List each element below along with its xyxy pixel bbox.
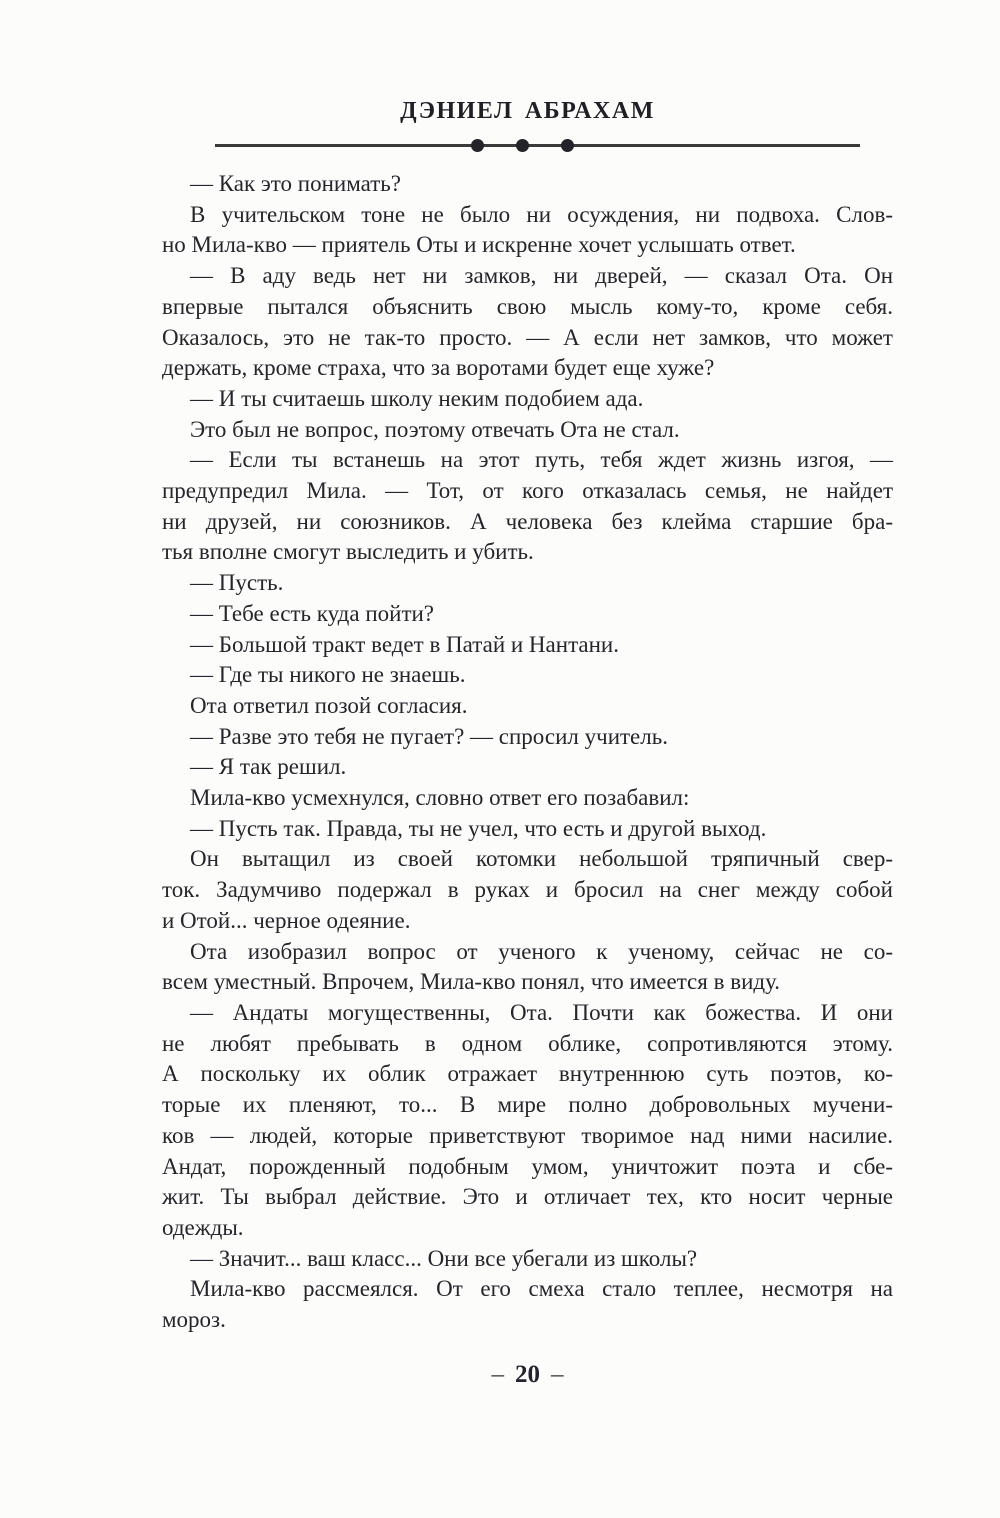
paragraph [162,630,893,661]
paragraph-line: Это был не вопрос, поэтому отвечать Ота не стал. [190,416,680,442]
paragraph-line: и Отой... черное одеяние. [162,907,411,933]
paragraph [162,261,893,384]
paragraph [162,415,893,446]
paragraph-line: Он вытащил из своей котомки небольшой тряпичный свер- [190,846,893,872]
paragraph-line: — Где ты никого не знаешь. [190,662,466,688]
paragraph [162,722,893,753]
paragraph-line: но Мила-кво — приятель Оты и искренне хочет услышать ответ. [162,232,796,258]
running-head-author: ДЭНИЕЛ АБРАХАМ [400,98,655,124]
paragraph-line: предупредил Мила. — Тот, от кого отказалась семья, не найдет [162,478,893,504]
paragraph-line: ков — людей, которые приветствуют творимое над ними насилие. [162,1122,893,1148]
paragraph-line: Мила-кво рассмеялся. От его смеха стало теплее, несмотря на [190,1276,893,1302]
paragraph-line: — Если ты встанешь на этот путь, тебя ждет жизнь изгоя, — [190,447,893,473]
paragraph-line: Андат, порожденный подобным умом, уничтожит поэта и сбе- [162,1153,893,1179]
paragraph-line: — Тебе есть куда пойти? [190,600,435,626]
paragraph-line: — Я так решил. [190,754,347,780]
paragraph-line: не любят пребывать в одном облике, сопротивляются этому. [162,1030,893,1056]
folio-number: 20 [515,1361,540,1388]
paragraph-line: впервые пытался объяснить свою мысль кому-то, кроме себя. [162,293,893,319]
paragraph [162,814,893,845]
paragraph [162,844,893,936]
paragraph-line: А поскольку их облик отражает внутреннюю суть поэтов, ко- [162,1061,893,1087]
paragraph-line: — Пусть так. Правда, ты не учел, что есть и другой выход. [190,815,767,841]
paragraph-line: ни друзей, ни союзников. А человека без клейма старшие бра- [162,508,893,534]
paragraph-line: жит. Ты выбрал действие. Это и отличает тех, кто носит черные [162,1184,893,1210]
paragraph [162,599,893,630]
paragraph [162,752,893,783]
paragraph-line: Ота изобразил вопрос от ученого к ученому, сейчас не со- [190,938,893,964]
paragraph-line: мороз. [162,1307,226,1333]
paragraph-line: держать, кроме страха, что за воротами будет еще хуже? [162,355,715,381]
paragraph-line: — Как это понимать? [190,171,401,196]
header-divider-rule [215,144,860,147]
paragraph-line: Оказалось, это не так-то просто. — А если нет замков, что может [162,324,893,350]
folio-dash-left: – [491,1361,504,1388]
paragraph-line: ток. Задумчиво подержал в руках и бросил на снег между собой [162,877,893,903]
paragraph [162,998,893,1244]
paragraph [162,384,893,415]
paragraph [162,568,893,599]
paragraph-line: — Большой тракт ведет в Патай и Нантани. [190,631,619,657]
paragraph-line: Ота ответил позой согласия. [190,692,468,718]
body-text [162,169,893,1336]
paragraph [162,445,893,568]
paragraph-line: торые их пленяют, то... В мире полно добровольных мучени- [162,1092,893,1118]
paragraph-line: — Пусть. [190,570,284,596]
divider-dot [516,139,529,152]
paragraph [162,660,893,691]
paragraph-line: — Андаты могущественны, Ота. Почти как божества. И они [190,999,893,1025]
paragraph [162,783,893,814]
paragraph [162,1274,893,1335]
paragraph [162,937,893,998]
divider-dot [471,139,484,152]
paragraph-line: Мила-кво усмехнулся, словно ответ его позабавил: [190,785,690,811]
paragraph-line: — В аду ведь нет ни замков, ни дверей, — сказал Ота. Он [190,263,893,289]
paragraph-line: всем уместный. Впрочем, Мила-кво понял, что имеется в виду. [162,969,781,995]
paragraph-line: тья вполне смогут выследить и убить. [162,539,534,565]
paragraph-line: — Разве это тебя не пугает? — спросил учитель. [190,723,668,749]
folio-dash-right: – [551,1361,564,1388]
paragraph-line: одежды. [162,1214,244,1240]
paragraph-line: В учительском тоне не было ни осуждения, ни подвоха. Слов- [190,201,893,227]
divider-dot [561,139,574,152]
page-number [162,1360,893,1390]
paragraph [162,200,893,261]
paragraph-line: — Значит... ваш класс... Они все убегали из школы? [190,1245,698,1271]
paragraph-line: — И ты считаешь школу неким подобием ада. [190,385,644,411]
paragraph [162,169,893,200]
paragraph [162,1244,893,1275]
paragraph [162,691,893,722]
